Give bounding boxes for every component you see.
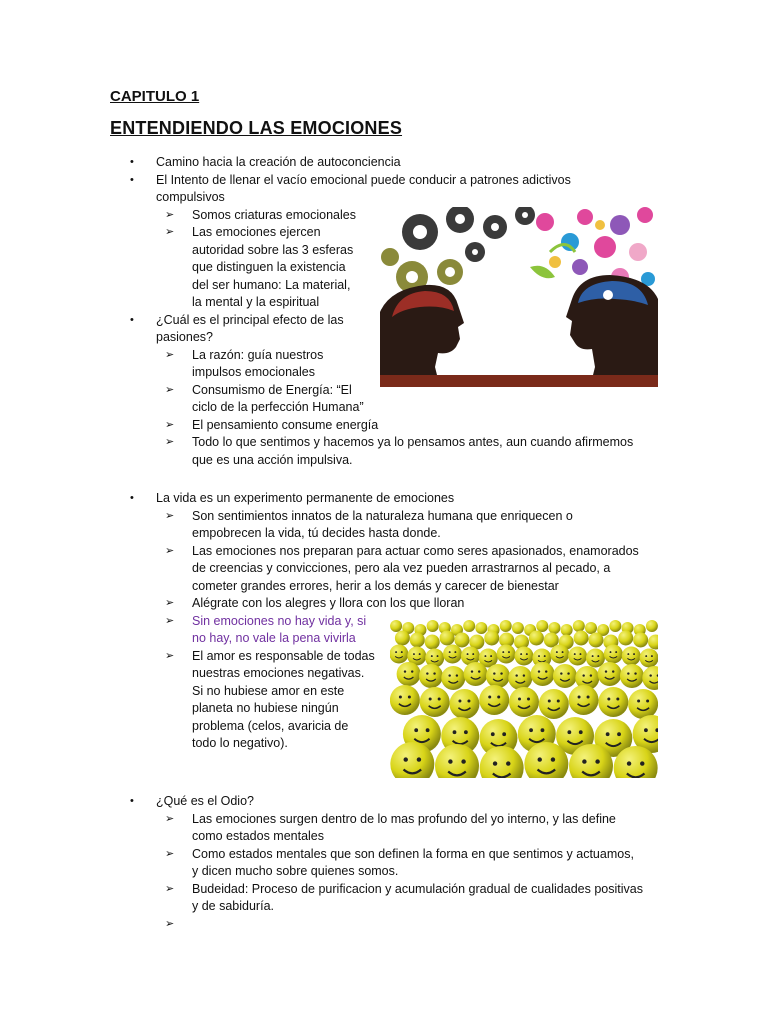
emoticon-ball bbox=[553, 664, 577, 688]
emoticon-eye bbox=[401, 651, 403, 653]
emoticon-eye bbox=[595, 759, 599, 763]
emoticon-ball bbox=[604, 645, 623, 664]
emoticon-ball bbox=[479, 685, 509, 715]
arrow-item: ➢ Las emociones nos preparan para actuar como seres apasionados, enamorados de creencias y convicciones, pero ala vez pueden arrastrarnos al pecado, a cometer grandes errores, herir a los demás y carecer de bienestar bbox=[165, 543, 639, 593]
arrow-bullet-icon: ➢ bbox=[165, 544, 175, 557]
arrow-item: ➢ Somos criaturas emocionales bbox=[0, 207, 768, 225]
emoticon-eye bbox=[506, 761, 510, 765]
emoticon-eye bbox=[448, 759, 452, 763]
emoticon-eye bbox=[395, 651, 397, 653]
emoticon-eye bbox=[538, 670, 540, 672]
heads-gears-image bbox=[380, 207, 658, 387]
emoticon-ball bbox=[508, 666, 532, 690]
bullet-icon: • bbox=[130, 156, 134, 168]
emoticon-ball bbox=[512, 622, 524, 634]
emoticon-eye bbox=[627, 761, 631, 765]
emoticon-ball bbox=[618, 631, 633, 646]
emoticon-ball bbox=[440, 631, 455, 646]
arrow-item: ➢ Alégrate con los alegres y llora con los que lloran bbox=[0, 595, 768, 613]
emoticon-ball bbox=[443, 645, 462, 664]
emoticon-eye bbox=[651, 655, 653, 657]
emoticon-eye bbox=[433, 672, 435, 674]
emoticon-ball bbox=[427, 620, 439, 632]
emoticon-ball bbox=[390, 645, 408, 664]
emoticon-eye bbox=[467, 653, 469, 655]
emoticon-eye bbox=[502, 651, 504, 653]
emoticon-eye bbox=[580, 653, 582, 655]
emoticon-eye bbox=[578, 696, 581, 699]
emoticon-eye bbox=[562, 651, 564, 653]
emoticon-eye bbox=[597, 655, 599, 657]
emoticon-eye bbox=[557, 700, 560, 703]
emoticon-eye bbox=[471, 670, 473, 672]
bullet-item: • El Intento de llenar el vacío emocional puede conducir a patrones adictivos compulsivos bbox=[130, 172, 571, 204]
emoticon-eye bbox=[502, 732, 506, 736]
emoticon-eye bbox=[404, 757, 408, 761]
arrow-item: ➢ Todo lo que sentimos y hacemos ya lo pensamos antes, aun cuando afirmemos que es una acción impulsiva. bbox=[165, 435, 634, 467]
emoticon-eye bbox=[497, 696, 500, 699]
emoticon-eye bbox=[493, 672, 495, 674]
emoticon-eye bbox=[413, 653, 415, 655]
emoticon-ball bbox=[420, 687, 450, 717]
emoticon-ball bbox=[568, 647, 587, 666]
arrow-item: ➢ Las emociones surgen dentro de lo mas profundo del yo interno, y las define como estados mentales bbox=[165, 811, 616, 843]
emoticon-ball bbox=[464, 662, 488, 686]
emoticon-eye bbox=[490, 655, 492, 657]
emoticon-ball bbox=[646, 620, 658, 632]
bullet-item: • Camino hacia la creación de autoconciencia bbox=[0, 154, 768, 172]
emoticon-eye bbox=[582, 674, 584, 676]
emoticon-ball bbox=[620, 664, 644, 688]
emoticon-ball bbox=[598, 687, 628, 717]
emoticon-eye bbox=[454, 651, 456, 653]
emoticon-eye bbox=[404, 670, 406, 672]
yellow-emoticon-balls-icon bbox=[390, 616, 658, 778]
emoticon-eye bbox=[617, 732, 621, 736]
emoticon-eye bbox=[453, 730, 457, 734]
arrow-bullet-icon: ➢ bbox=[165, 847, 175, 860]
emoticon-eye bbox=[633, 653, 635, 655]
emoticon-ball bbox=[588, 633, 603, 648]
emoticon-ball bbox=[486, 664, 510, 688]
arrow-item-empty bbox=[0, 916, 768, 934]
emoticon-eye bbox=[634, 672, 636, 674]
emoticon-ball bbox=[441, 666, 465, 690]
emoticon-ball bbox=[397, 662, 421, 686]
arrow-item: ➢ Como estados mentales que son definen la forma en que sentimos y actuamos, y dicen mucho sobre quienes somos. bbox=[165, 846, 634, 878]
arrow-item-highlight: ➢ Sin emociones no hay vida y, si no hay, no vale la pena vivirla bbox=[165, 613, 367, 645]
arrow-bullet-icon: ➢ bbox=[165, 812, 175, 825]
emoticon-ball bbox=[497, 645, 516, 664]
emoticon-eye bbox=[646, 700, 649, 703]
emoticon-eye bbox=[579, 730, 583, 734]
arrow-bullet-icon: ➢ bbox=[165, 597, 175, 609]
emoticon-ball bbox=[574, 631, 589, 646]
emoticon-eye bbox=[587, 696, 590, 699]
arrow-bullet-icon: ➢ bbox=[165, 614, 175, 627]
emoticon-ball bbox=[628, 689, 658, 719]
emoticon-ball bbox=[515, 647, 534, 666]
chapter-heading: CAPITULO 1 bbox=[110, 88, 200, 105]
emoticon-ball bbox=[585, 622, 597, 634]
emoticon-eye bbox=[644, 728, 648, 732]
emoticon-eye bbox=[592, 655, 594, 657]
emoticon-eye bbox=[605, 670, 607, 672]
emoticon-ball bbox=[531, 662, 555, 686]
bullet-item: • ¿Qué es el Odio? bbox=[0, 793, 768, 811]
emoticon-ball bbox=[539, 689, 569, 719]
emoticon-eye bbox=[461, 759, 465, 763]
arrow-item: ➢ El amor es responsable de todas nuestras emociones negativas. Si no hubiese amor en este planeta no hubiese ningún problema (celos, avaricia de todo lo negativo). bbox=[165, 648, 375, 750]
emoticon-eye bbox=[567, 730, 571, 734]
arrow-bullet-icon: ➢ bbox=[165, 383, 175, 396]
emoticon-eye bbox=[526, 653, 528, 655]
emoticon-ball bbox=[454, 633, 469, 648]
emoticon-ball bbox=[390, 685, 420, 715]
emoticon-eye bbox=[548, 700, 551, 703]
emoticon-eye bbox=[426, 672, 428, 674]
arrow-bullet-icon: ➢ bbox=[165, 917, 175, 930]
emoticon-eye bbox=[478, 670, 480, 672]
bullet-icon: • bbox=[130, 173, 134, 186]
emoticon-eye bbox=[560, 672, 562, 674]
emoticon-eye bbox=[456, 674, 458, 676]
emoticon-eye bbox=[518, 698, 521, 701]
emoticon-ball bbox=[395, 631, 410, 646]
emoticon-eye bbox=[493, 761, 497, 765]
arrow-item: ➢ La razón: guía nuestros impulsos emocionales bbox=[165, 347, 324, 379]
emoticon-eye bbox=[545, 670, 547, 672]
emoticon-ball bbox=[410, 633, 425, 648]
emoticon-eye bbox=[408, 696, 411, 699]
bullet-icon: • bbox=[130, 313, 134, 326]
emoticon-eye bbox=[437, 655, 439, 657]
emoticon-eye bbox=[472, 653, 474, 655]
emoticon-eye bbox=[541, 728, 545, 732]
emoticon-ball bbox=[463, 620, 475, 632]
emoticon-eye bbox=[523, 674, 525, 676]
emoticon-ball bbox=[633, 633, 648, 648]
emoticon-eye bbox=[538, 655, 540, 657]
emoticon-eye bbox=[491, 732, 495, 736]
emoticon-ball bbox=[419, 664, 443, 688]
arrow-item: ➢ Consumismo de Energía: “El ciclo de la perfección Humana” bbox=[165, 382, 364, 414]
emoticon-eye bbox=[616, 698, 619, 701]
emoticon-eye bbox=[637, 700, 640, 703]
emoticon-eye bbox=[449, 651, 451, 653]
emoticon-eye bbox=[458, 700, 461, 703]
arrow-bullet-icon: ➢ bbox=[165, 436, 175, 448]
emoticon-eye bbox=[649, 674, 651, 676]
page-title: ENTENDIENDO LAS EMOCIONES bbox=[110, 118, 403, 138]
emoticon-eye bbox=[508, 651, 510, 653]
emoticon-eye bbox=[414, 728, 418, 732]
emoticon-eye bbox=[529, 728, 533, 732]
bullet-item: • ¿Cuál es el principal efecto de las pasiones? bbox=[130, 312, 344, 344]
emoticon-ball bbox=[548, 622, 560, 634]
emoticon-eye bbox=[426, 728, 430, 732]
two-heads-gears-flowers-icon bbox=[380, 207, 658, 387]
section-3 bbox=[0, 793, 768, 933]
emoticon-ball bbox=[640, 649, 658, 668]
emoticon-eye bbox=[411, 670, 413, 672]
bullet-icon: • bbox=[130, 795, 134, 807]
emoticon-ball bbox=[550, 645, 569, 664]
arrow-bullet-icon: ➢ bbox=[165, 208, 175, 221]
emoticon-ball bbox=[390, 620, 402, 632]
emoticon-eye bbox=[606, 732, 610, 736]
arrow-bullet-icon: ➢ bbox=[165, 348, 175, 361]
emoticon-eye bbox=[627, 653, 629, 655]
emoticon-ball bbox=[569, 685, 599, 715]
emoticon-eye bbox=[429, 698, 432, 701]
emoticon-eye bbox=[544, 655, 546, 657]
emoticon-eye bbox=[467, 700, 470, 703]
emoticon-eye bbox=[464, 730, 468, 734]
arrow-bullet-icon: ➢ bbox=[165, 418, 175, 431]
arrow-item: ➢ Son sentimientos innatos de la naturaleza humana que enriquecen o empobrecen la vida, tú decides hasta donde. bbox=[165, 508, 573, 540]
emoticon-eye bbox=[612, 670, 614, 672]
emoticon-eye bbox=[488, 696, 491, 699]
emoticon-eye bbox=[607, 698, 610, 701]
arrow-item: ➢ El pensamiento consume energía bbox=[0, 417, 768, 435]
emoticon-ball bbox=[536, 620, 548, 632]
emoticon-ball bbox=[484, 631, 499, 646]
emoticon-eye bbox=[645, 655, 647, 657]
emoticon-eye bbox=[574, 653, 576, 655]
emoticon-eye bbox=[582, 759, 586, 763]
emoticon-ball bbox=[529, 631, 544, 646]
emoticon-eye bbox=[567, 672, 569, 674]
emoticon-eye bbox=[615, 651, 617, 653]
arrow-item: ➢ Las emociones ejercen autoridad sobre las 3 esferas que distinguen la existencia del ser humano: La material, la mental y la espiritual bbox=[165, 225, 354, 309]
emoticon-ball bbox=[561, 624, 573, 636]
emoticon-eye bbox=[551, 757, 555, 761]
emoticon-eye bbox=[448, 674, 450, 676]
emoticon-eye bbox=[419, 653, 421, 655]
smileys-image bbox=[390, 616, 658, 778]
emoticon-eye bbox=[640, 761, 644, 765]
emoticon-ball bbox=[425, 635, 440, 650]
emoticon-ball bbox=[449, 689, 479, 719]
arrow-bullet-icon: ➢ bbox=[165, 226, 175, 238]
arrow-bullet-icon: ➢ bbox=[165, 509, 175, 522]
bullet-item: • La vida es un experimento permanente de emociones bbox=[0, 490, 768, 508]
emoticon-eye bbox=[627, 672, 629, 674]
emoticon-eye bbox=[590, 674, 592, 676]
emoticon-eye bbox=[484, 655, 486, 657]
emoticon-ball bbox=[475, 622, 487, 634]
arrow-item: ➢ Budeidad: Proceso de purificacion y acumulación gradual de cualidades positivas y de sabiduría. bbox=[165, 881, 643, 913]
arrow-bullet-icon: ➢ bbox=[165, 882, 175, 895]
arrow-bullet-icon: ➢ bbox=[165, 649, 175, 662]
emoticon-ball bbox=[573, 620, 585, 632]
emoticon-ball bbox=[622, 647, 641, 666]
emoticon-ball bbox=[500, 620, 512, 632]
emoticon-eye bbox=[610, 651, 612, 653]
emoticon-eye bbox=[556, 651, 558, 653]
emoticon-eye bbox=[527, 698, 530, 701]
emoticon-eye bbox=[438, 698, 441, 701]
emoticon-eye bbox=[515, 674, 517, 676]
emoticon-eye bbox=[520, 653, 522, 655]
emoticon-ball bbox=[509, 687, 539, 717]
emoticon-eye bbox=[417, 757, 421, 761]
emoticon-ball bbox=[598, 662, 622, 686]
bullet-icon: • bbox=[130, 492, 134, 504]
emoticon-eye bbox=[500, 672, 502, 674]
emoticon-eye bbox=[431, 655, 433, 657]
emoticon-eye bbox=[538, 757, 542, 761]
emoticon-eye bbox=[399, 696, 402, 699]
emoticon-ball bbox=[609, 620, 621, 632]
